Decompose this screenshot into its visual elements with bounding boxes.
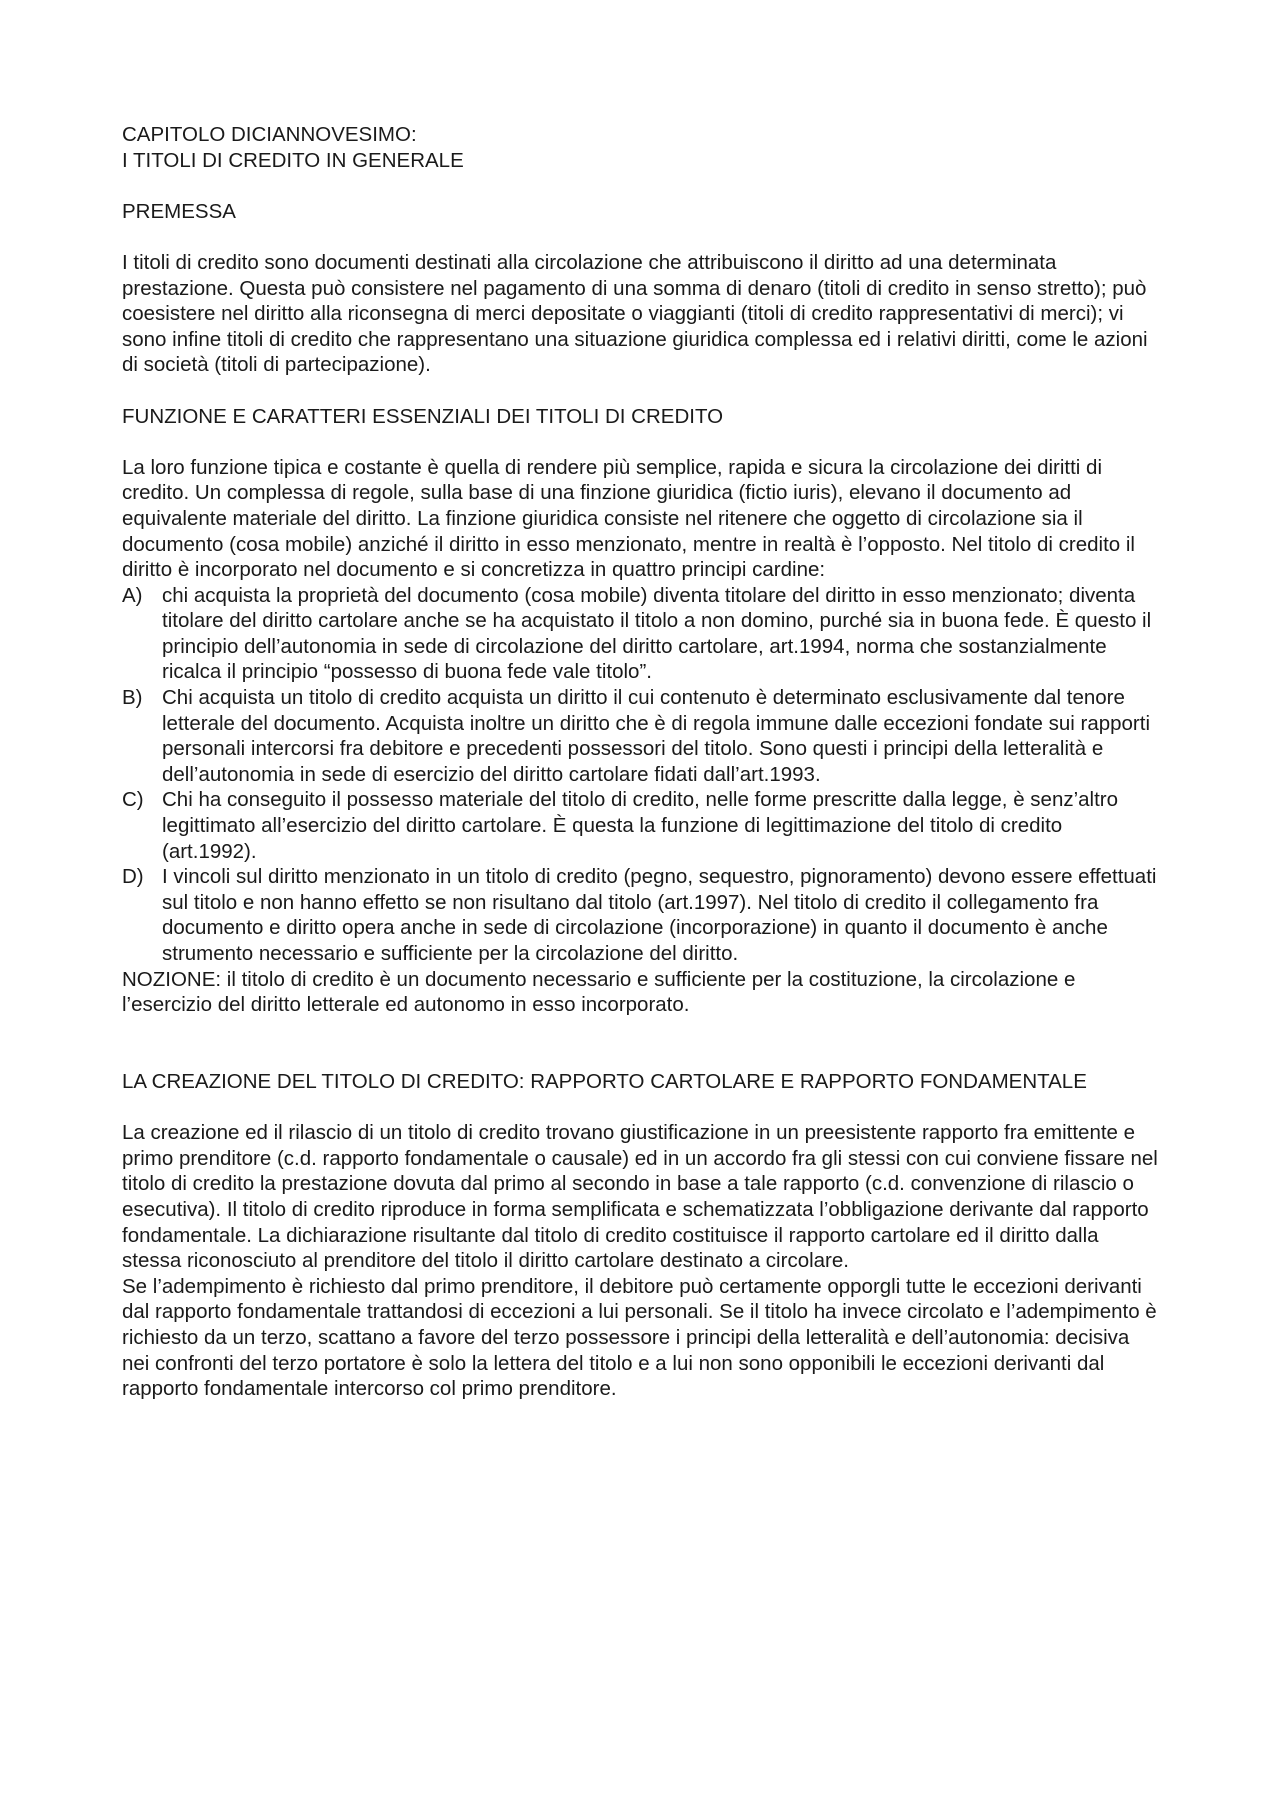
- list-item: [122, 685, 1162, 787]
- list-item-text: Chi acquista un titolo di credito acquista un diritto il cui contenuto è determinato esclusivamente dal tenore letterale del documento. Acquista inoltre un diritto che è di regola immune dalle eccezioni fondate sui rapporti personali intercorsi fra debitore e precedenti possessori del titolo. Sono questi i principi della letteralità e dell’autonomia in sede di esercizio del diritto cartolare fidati dall’art.1993.: [162, 686, 1150, 786]
- funzione-heading: FUNZIONE E CARATTERI ESSENZIALI DEI TITOLI DI CREDITO: [122, 404, 724, 428]
- nozione-paragraph: NOZIONE: il titolo di credito è un documento necessario e sufficiente per la costituzione, la circolazione e l’esercizio del diritto letterale ed autonomo in esso incorporato.: [122, 967, 1076, 1017]
- list-marker: D): [122, 865, 144, 889]
- chapter-number: CAPITOLO DICIANNOVESIMO:: [122, 123, 417, 146]
- list-marker: C): [122, 788, 144, 812]
- list-item-text: Chi ha conseguito il possesso materiale del titolo di credito, nelle forme prescritte dalla legge, è senz’altro legittimato all’esercizio del diritto cartolare. È questa la funzione di legittimazione del titolo di credito (art.1992).: [162, 788, 1119, 863]
- creazione-paragraph-2: Se l’adempimento è richiesto dal primo prenditore, il debitore può certamente opporgli tutte le eccezioni derivanti dal rapporto fondamentale trattandosi di eccezioni a lui personali. Se il titolo ha invece circolato e l’adempimento è richiesto da un terzo, scattano a favore del terzo possessore i principi della letteralità e dell’autonomia: decisiva nei confronti del terzo portatore è solo la lettera del titolo e a lui non sono opponibili le eccezioni derivanti dal rapporto fondamentale intercorso col primo prenditore.: [122, 1274, 1157, 1401]
- list-item: [122, 583, 1162, 685]
- list-item: [122, 864, 1162, 966]
- chapter-title: I TITOLI DI CREDITO IN GENERALE: [122, 148, 464, 172]
- list-item: [122, 787, 1162, 864]
- list-marker: B): [122, 686, 143, 710]
- creazione-heading: LA CREAZIONE DEL TITOLO DI CREDITO: RAPPORTO CARTOLARE E RAPPORTO FONDAMENTALE: [122, 1069, 1087, 1093]
- document-page: [122, 122, 1162, 1402]
- list-marker: A): [122, 583, 143, 607]
- list-item-text: I vincoli sul diritto menzionato in un titolo di credito (pegno, sequestro, pignoramento) devono essere effettuati sul titolo e non hanno effetto se non risultano dal titolo (art.1997). Nel titolo di credito il collegamento fra documento e diritto opera anche in sede di circolazione (incorporazione) in quanto il documento è anche strumento necessario e sufficiente per la circolazione del diritto.: [162, 865, 1157, 965]
- principles-list: [122, 583, 1162, 967]
- list-item-text: chi acquista la proprietà del documento (cosa mobile) diventa titolare del diritto in esso menzionato; diventa titolare del diritto cartolare anche se ha acquistato il titolo a non domino, purché sia in buona fede. È questo il principio dell’autonomia in sede di circolazione del diritto cartolare, art.1994, norma che sostanzialmente ricalca il principio “possesso di buona fede vale titolo”.: [162, 583, 1152, 684]
- creazione-paragraph-1: La creazione ed il rilascio di un titolo di credito trovano giustificazione in un preesistente rapporto fra emittente e primo prenditore (c.d. rapporto fondamentale o causale) ed in un accordo fra gli stessi con cui conviene fissare nel titolo di credito la prestazione dovuta dal primo al secondo in base a tale rapporto (c.d. convenzione di rilascio o esecutiva). Il titolo di credito riproduce in forma semplificata e schematizzata l’obbligazione derivante dal rapporto fondamentale. La dichiarazione risultante dal titolo di credito costituisce il rapporto cartolare ed il diritto dalla stessa riconosciuto al prenditore del titolo il diritto cartolare destinato a circolare.: [122, 1121, 1158, 1273]
- funzione-intro-paragraph: La loro funzione tipica e costante è quella di rendere più semplice, rapida e sicura la circolazione dei diritti di credito. Un complessa di regole, sulla base di una finzione giuridica (fictio iuris), elevano il documento ad equivalente materiale del diritto. La finzione giuridica consiste nel ritenere che oggetto di circolazione sia il documento (cosa mobile) anziché il diritto in esso menzionato, mentre in realtà è l’opposto. Nel titolo di credito il diritto è incorporato nel documento e si concretizza in quattro principi cardine:: [122, 455, 1135, 582]
- premessa-paragraph: I titoli di credito sono documenti destinati alla circolazione che attribuiscono il diritto ad una determinata prestazione. Questa può consistere nel pagamento di una somma di denaro (titoli di credito in senso stretto); può coesistere nel diritto alla riconsegna di merci depositate o viaggianti (titoli di credito rappresentativi di merci); vi sono infine titoli di credito che rappresentano una situazione giuridica complessa ed i relativi diritti, come le azioni di società (titoli di partecipazione).: [122, 250, 1148, 377]
- premessa-heading: PREMESSA: [122, 199, 236, 223]
